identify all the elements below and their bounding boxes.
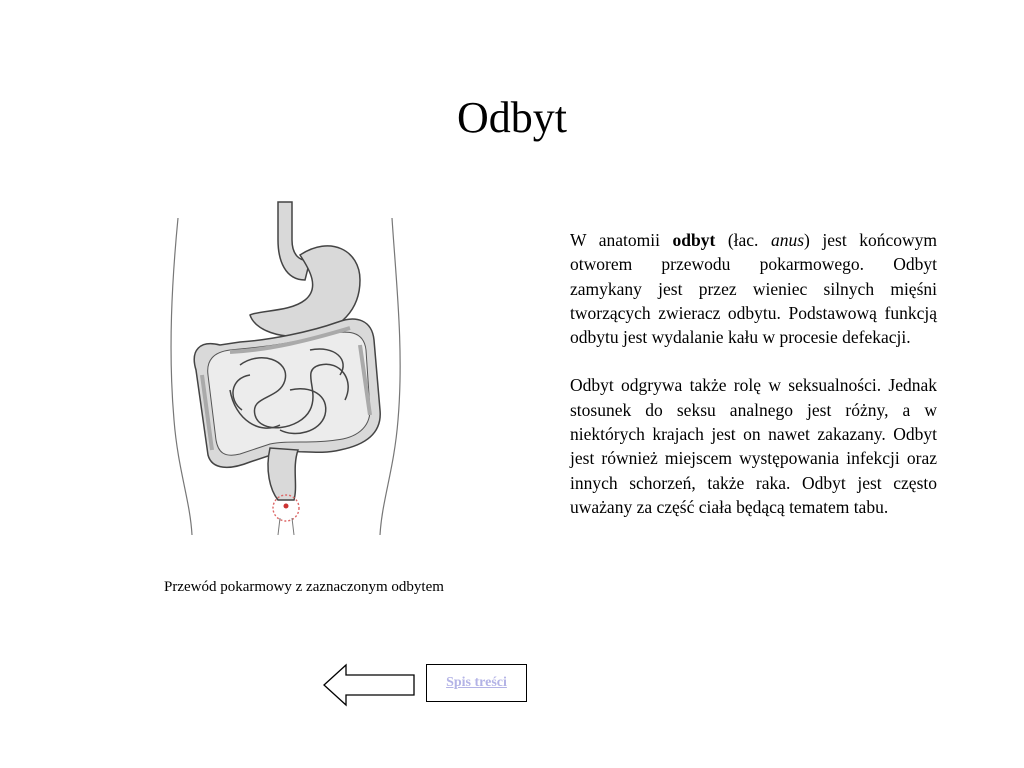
page-title: Odbyt bbox=[457, 93, 567, 142]
term-bold: odbyt bbox=[672, 230, 716, 250]
toc-link[interactable]: Spis treści bbox=[446, 675, 507, 690]
article-text bbox=[570, 228, 937, 543]
paragraph-sexuality: Odbyt odgrywa także rolę w seksualności. Jednak stosunek do seksu analnego jest różny, a w niektórych krajach jest on nawet zakazany. Odbyt jest również miejscem występowania infekcji oraz innych schorzeń, także raka. Odbyt jest często uważany za część ciała będącą tematem tabu. bbox=[570, 375, 937, 517]
digestive-tract-illustration bbox=[160, 200, 420, 540]
text-segment: ) jest końcowym otworem przewodu pokarmowego. Odbyt zamykany jest przez wieniec silnych mięśni tworzących zwieracz odbytu. Podstawową funkcją odbytu jest wydalanie kału w procesie defekacji. bbox=[570, 230, 937, 348]
paragraph-definition bbox=[570, 228, 937, 349]
toc-button[interactable] bbox=[426, 664, 527, 702]
left-arrow-icon[interactable] bbox=[322, 663, 416, 707]
figure-caption: Przewód pokarmowy z zaznaczonym odbytem bbox=[164, 579, 444, 595]
text-segment: W anatomii bbox=[570, 230, 673, 250]
term-latin: anus bbox=[770, 230, 805, 250]
text-segment: (łac. bbox=[715, 230, 771, 250]
